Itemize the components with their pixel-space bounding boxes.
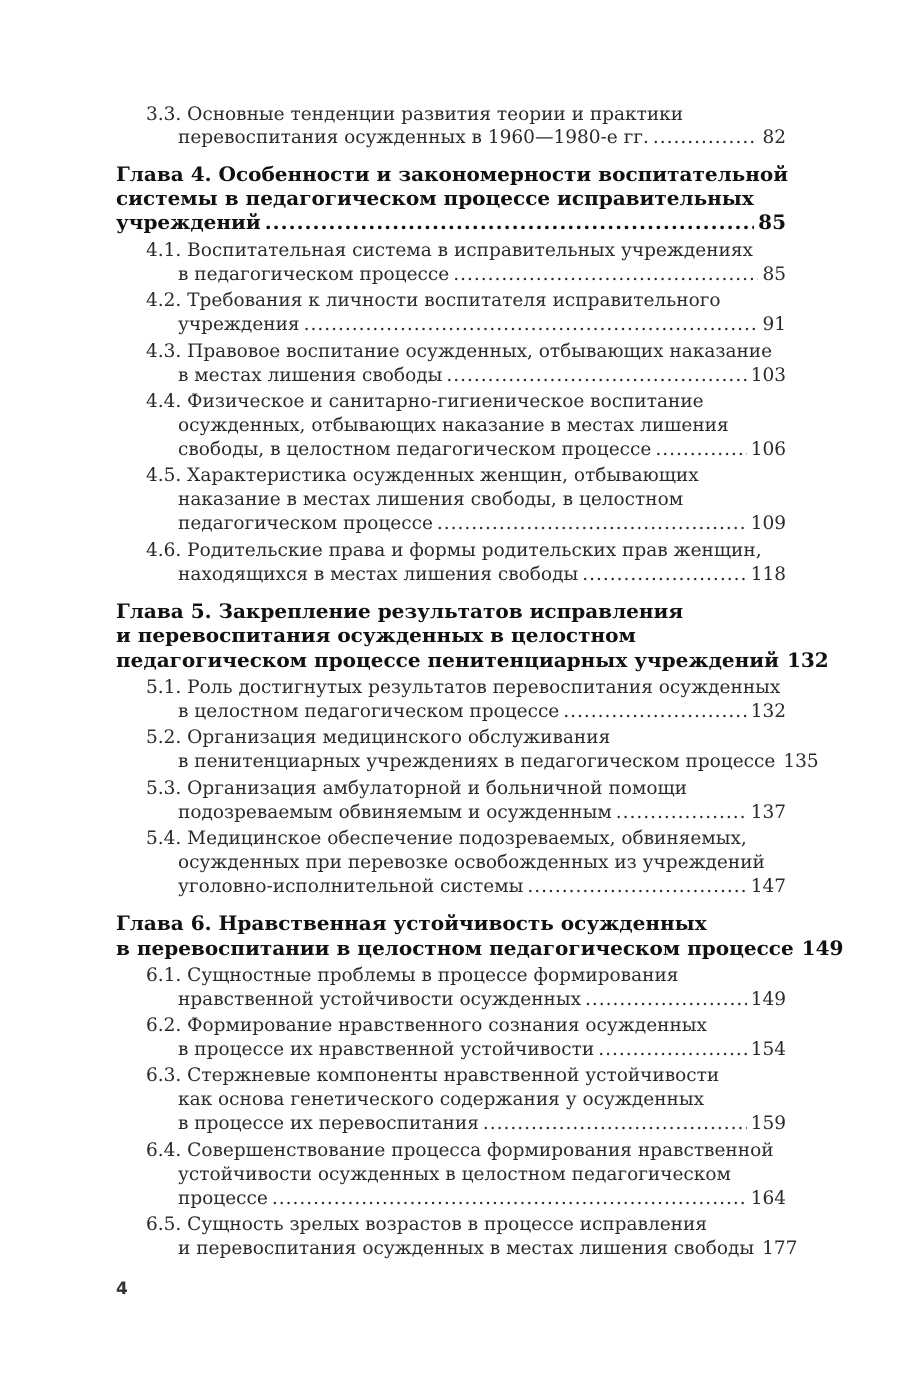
toc-title-text: уголовно-исполнительной системы (178, 876, 524, 897)
dot-leader (527, 875, 746, 899)
toc-entry-line: осужденных при перевозке освобожденных из учреждений (178, 852, 765, 873)
toc-entry-line: 4.1. Воспитательная система в исправительных учреждениях (146, 240, 753, 261)
dot-leader (655, 438, 746, 462)
toc-entry-line (178, 263, 786, 287)
toc-entry-line: 6.3. Стержневые компоненты нравственной устойчивости (146, 1065, 720, 1086)
dot-leader (446, 364, 746, 388)
toc-title-text: в целостном педагогическом процессе (178, 701, 560, 722)
toc-page-ref: 85 (762, 264, 786, 285)
toc-entry-line: 6.1. Сущностные проблемы в процессе формирования (146, 965, 679, 986)
toc-entry-line: 4.2. Требования к личности воспитателя исправительного (146, 290, 721, 311)
toc-title-text: процессе (178, 1188, 268, 1209)
toc-page-ref: 85 (758, 210, 786, 234)
toc-entry-line (178, 801, 786, 825)
dot-leader (563, 700, 746, 724)
toc-title-text: подозреваемым обвиняемым и осужденным (178, 802, 612, 823)
toc-title-text: свободы, в целостном педагогическом процессе (178, 439, 652, 460)
toc-title-text: в педагогическом процессе (178, 264, 450, 285)
dot-leader (304, 313, 759, 337)
toc-entry-line: 4.6. Родительские права и формы родительских прав женщин, (146, 540, 762, 561)
toc-page-ref: 103 (750, 365, 786, 386)
dot-leader (437, 512, 747, 536)
toc-entry-line (178, 1187, 786, 1211)
toc-entry-line (178, 364, 786, 388)
toc-entry-line: 5.4. Медицинское обеспечение подозреваемых, обвиняемых, (146, 828, 747, 849)
toc-title-text: перевоспитания осужденных в 1960—1980-е гг. (178, 127, 649, 148)
toc-title-text: педагогическом процессе (178, 513, 433, 534)
toc-page-ref: 132 (750, 701, 786, 722)
toc-entry-line: 6.5. Сущность зрелых возрастов в процессе исправления (146, 1214, 707, 1235)
toc-page-ref: 132 (786, 648, 829, 672)
toc-title-text: в перевоспитании в целостном педагогическом процессе (116, 936, 794, 960)
chapter-line (116, 936, 844, 960)
toc-entry-line: 5.3. Организация амбулаторной и больничной помощи (146, 778, 687, 799)
toc-entry-line (178, 126, 786, 150)
toc-entry-line: 4.5. Характеристика осужденных женщин, отбывающих (146, 465, 699, 486)
toc-entry-line (178, 438, 786, 462)
toc-entry-line: осужденных, отбывающих наказание в местах лишения (178, 415, 729, 436)
chapter-line (116, 210, 786, 234)
dot-leader (653, 126, 759, 150)
toc-page-ref: 91 (762, 314, 786, 335)
toc-page-ref: 82 (762, 127, 786, 148)
toc-title-text: учреждений (116, 210, 261, 234)
toc-entry-line: 6.4. Совершенствование процесса формирования нравственной (146, 1140, 774, 1161)
chapter-line: Глава 5. Закрепление результатов исправления (116, 599, 684, 623)
toc-entry-line (178, 875, 786, 899)
toc-entry-line: устойчивости осужденных в целостном педагогическом (178, 1164, 731, 1185)
toc-entry-line (178, 512, 786, 536)
toc-entry-line (178, 563, 786, 587)
toc-page-ref: 137 (750, 802, 786, 823)
toc-entry-line (178, 700, 786, 724)
toc-title-text: педагогическом процессе пенитенциарных учреждений (116, 648, 779, 672)
dot-leader (272, 1187, 747, 1211)
toc-entry-line: 3.3. Основные тенденции развития теории и практики (146, 104, 684, 125)
dot-leader (265, 210, 754, 234)
dot-leader (585, 988, 747, 1012)
toc-entry-line: как основа генетического содержания у осужденных (178, 1089, 705, 1110)
toc-page-ref: 118 (750, 564, 786, 585)
chapter-line: и перевоспитания осужденных в целостном (116, 623, 636, 647)
toc-page-ref: 106 (750, 439, 786, 460)
dot-leader (483, 1112, 747, 1136)
toc-entry-line (178, 1038, 786, 1062)
chapter-line: Глава 4. Особенности и закономерности воспитательной (116, 162, 789, 186)
toc-page-ref: 177 (762, 1238, 798, 1259)
toc-entry-line: 4.4. Физическое и санитарно-гигиеническое воспитание (146, 391, 704, 412)
toc-page-ref: 109 (750, 513, 786, 534)
toc-entry-line (178, 1112, 786, 1136)
toc-entry-line: 4.3. Правовое воспитание осужденных, отбывающих наказание (146, 341, 773, 362)
dot-leader (582, 563, 746, 587)
toc-entry-line: наказание в местах лишения свободы, в целостном (178, 489, 684, 510)
toc-entry-line (178, 313, 786, 337)
toc-title-text: в процессе их нравственной устойчивости (178, 1039, 595, 1060)
toc-entry-line (178, 988, 786, 1012)
toc-page-ref: 135 (783, 751, 819, 772)
toc-title-text: учреждения (178, 314, 300, 335)
toc-title-text: в местах лишения свободы (178, 365, 443, 386)
dot-leader (598, 1038, 746, 1062)
toc-page-ref: 159 (750, 1113, 786, 1134)
toc-title-text: в пенитенциарных учреждениях в педагогическом процессе (178, 751, 776, 772)
dot-leader (616, 801, 747, 825)
toc-page-ref: 164 (750, 1188, 786, 1209)
chapter-line: системы в педагогическом процессе исправительных (116, 186, 754, 210)
toc-entry-line (178, 1237, 798, 1261)
chapter-line (116, 648, 829, 672)
toc-title-text: и перевоспитания осужденных в местах лишения свободы (178, 1238, 755, 1259)
toc-page-ref: 149 (750, 989, 786, 1010)
toc-page-ref: 154 (750, 1039, 786, 1060)
toc-page-ref: 149 (801, 936, 844, 960)
toc-title-text: нравственной устойчивости осужденных (178, 989, 582, 1010)
toc-entry-line: 6.2. Формирование нравственного сознания осужденных (146, 1015, 707, 1036)
dot-leader (453, 263, 758, 287)
toc-page-ref: 147 (750, 876, 786, 897)
toc-entry-line: 5.1. Роль достигнутых результатов перевоспитания осужденных (146, 677, 781, 698)
toc-entry-line: 5.2. Организация медицинского обслуживания (146, 727, 611, 748)
chapter-line: Глава 6. Нравственная устойчивость осужденных (116, 911, 707, 935)
toc-title-text: в процессе их перевоспитания (178, 1113, 479, 1134)
toc-entry-line (178, 750, 819, 774)
page-number: 4 (116, 1279, 128, 1299)
toc-title-text: находящихся в местах лишения свободы (178, 564, 579, 585)
